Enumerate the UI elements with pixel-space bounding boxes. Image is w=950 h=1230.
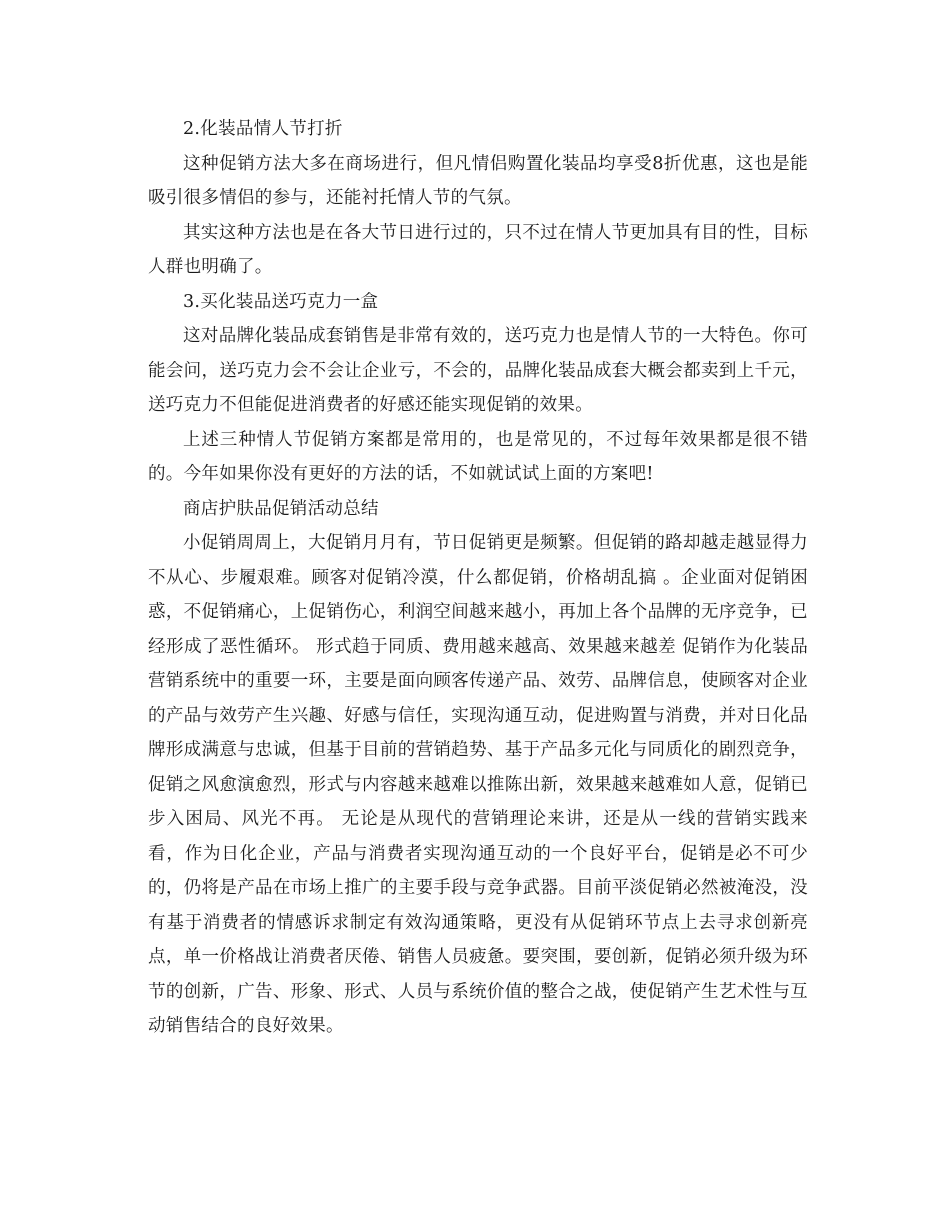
section-heading-discount: 2.化装品情人节打折 [183,119,343,139]
section-heading-chocolate-gift: 3.买化装品送巧克力一盒 [183,291,379,312]
paragraph-store-summary-body: 小促销周周上，大促销月月有，节日促销更是频繁。但促销的路却越走越显得力不从心、步履艰难。顾客对促销冷漠，什么都促销，价格胡乱搞 。企业面对促销困惑，不促销痛心，上促销伤心，利润空间越来越小，再加上各个品牌的无序竞争，已经形成了恶性循环。 形式趋于同质、费用越来越高、效果越来越差 促销作为化装品营销系统中的重要一环，主要是面向顾客传递产品、效劳、品牌信息，使顾客对企业的产品与效劳产生兴趣、好感与信任，实现沟通互动，促进购置与消费，并对日化品牌形成满意与忠诚，但基于目前的营销趋势、基于产品多元化与同质化的剧烈竞争，促销之风愈演愈烈，形式与内容越来越难以推陈出新，效果越来越难如人意，促销已步入困局、风光不再。 无论是从现代的营销理论来讲，还是从一线的营销实践来看，作为日化企业，产品与消费者实现沟通互动的一个良好平台，促销是必不可少的，仍将是产品在市场上推广的主要手段与竞争武器。目前平淡促销必然被淹没，没有基于消费者的情感诉求制定有效沟通策略，更没有从促销环节点上去寻求创新亮点，单一价格战让消费者厌倦、销售人员疲惫。要突围，要创新，促销必须升级为环节的创新，广告、形象、形式、人员与系统价值的整合之战，使促销产生艺术性与互动销售结合的良好效果。 [148,533,808,1036]
section-heading-store-summary: 商店护肤品促销活动总结 [183,498,379,519]
paragraph-chocolate-gift-description: 这对品牌化装品成套销售是非常有效的，送巧克力也是情人节的一大特色。你可能会问，送巧克力会不会让企业亏，不会的，品牌化装品成套大概会都卖到上千元，送巧克力不但能促进消费者的好感还能实现促销的效果。 [148,326,808,415]
document-body [148,112,808,1044]
paragraph-discount-description: 这种促销方法大多在商场进行，但凡情侣购置化装品均享受8折优惠，这也是能吸引很多情侣的参与，还能衬托情人节的气氛。 [148,153,808,208]
paragraph-discount-purpose: 其实这种方法也是在各大节日进行过的，只不过在情人节更加具有目的性，目标人群也明确了。 [148,222,808,277]
paragraph-summary-of-methods: 上述三种情人节促销方案都是常用的，也是常见的，不过每年效果都是很不错的。今年如果你没有更好的方法的话，不如就试试上面的方案吧! [148,429,808,484]
